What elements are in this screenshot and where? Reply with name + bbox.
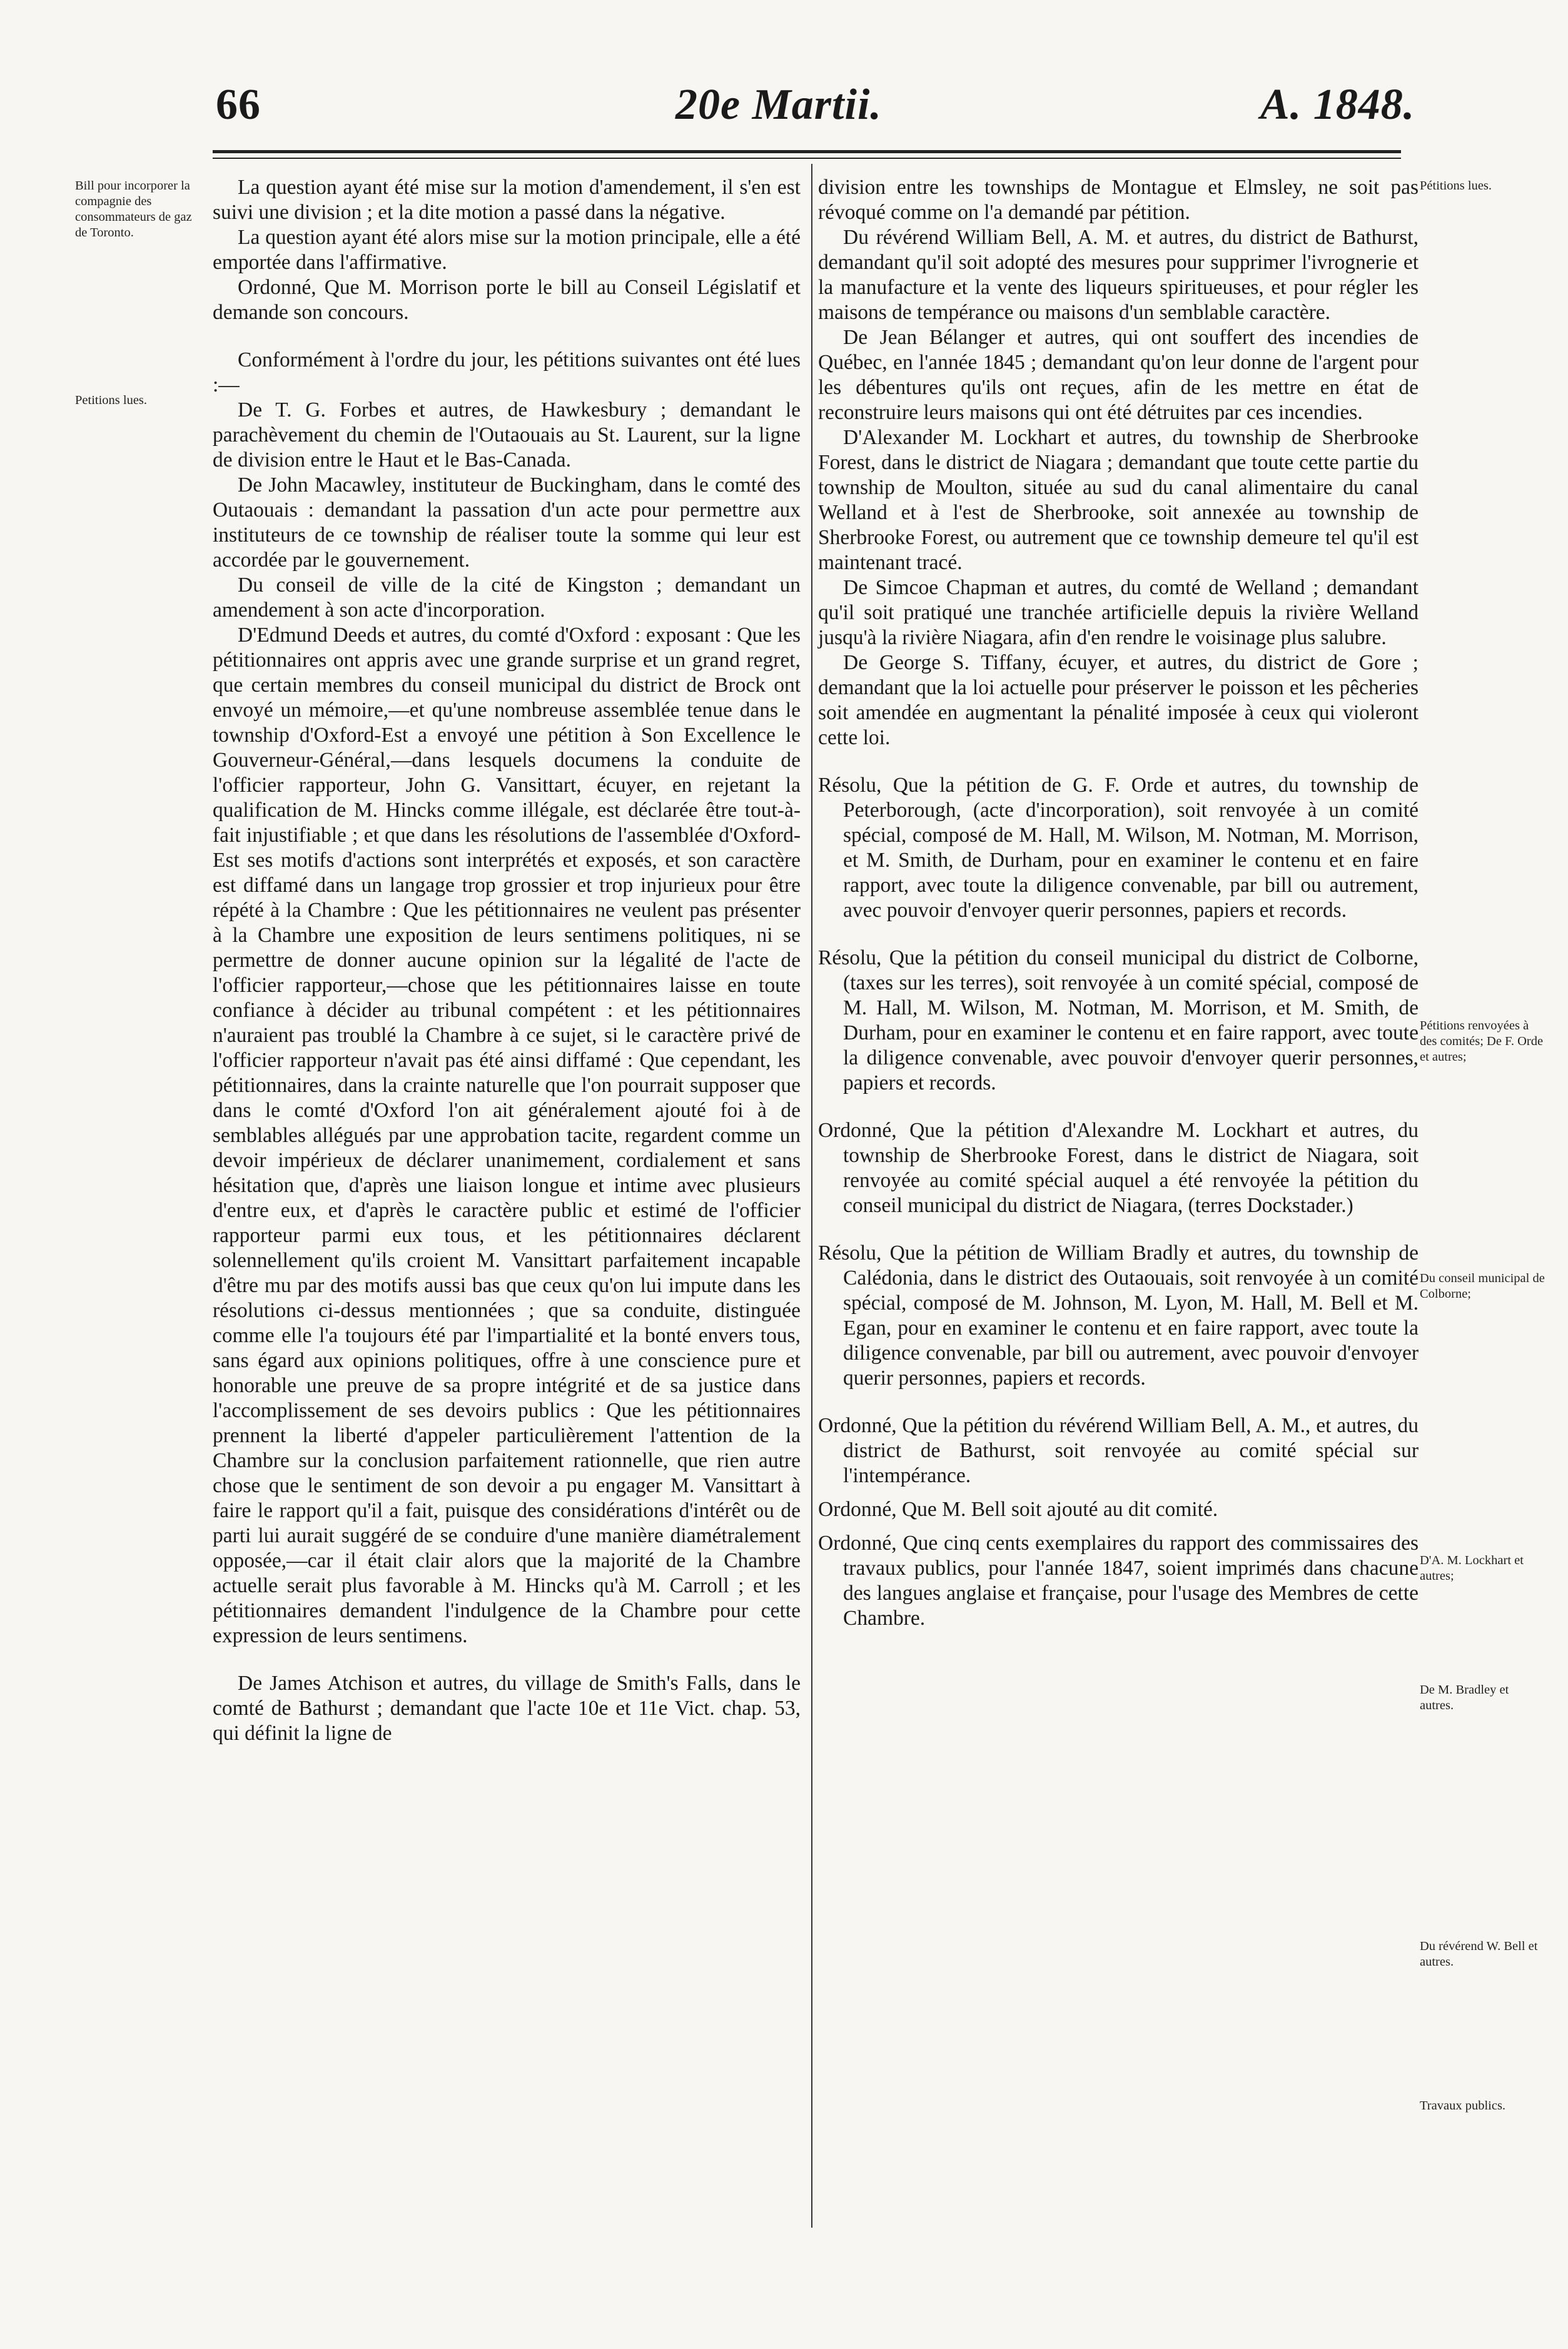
column-divider: [811, 164, 812, 2228]
resolution-paragraph: Résolu, Que la pétition de William Bradly et autres, du township de Calédonia, dans le district des Outaouais, soit renvoyée à un comité spécial, composé de M. Johnson, M. Lyon, M. Hall, M. Bell et M. Egan, pour en examiner le contenu et en faire rapport, avec toute la diligence convenable, par bill ou autrement, avec pouvoir d'envoyer querir personnes, papiers et records.: [818, 1241, 1419, 1390]
margin-note-petitions-read: Petitions lues.: [75, 393, 148, 407]
paragraph: De T. G. Forbes et autres, de Hawkesbury ; demandant le parachèvement du chemin de l'Outaouais au St. Laurent, sur la ligne de division entre le Haut et le Bas-Canada.: [213, 398, 801, 472]
paragraph: Conformément à l'ordre du jour, les pétitions suivantes ont été lues :—: [213, 348, 801, 397]
margin-note-public-works: Travaux publics.: [1420, 2099, 1506, 2113]
paragraph: D'Alexander M. Lockhart et autres, du township de Sherbrooke Forest, dans le district de Niagara ; demandant que toute cette partie du township de Moulton, située au sud du canal alimentaire du canal Welland et à l'est de Sherbrooke, soit annexée au township de Sherbrooke Forest, ou autrement que ce township demeure tel qu'il est maintenant tracé.: [818, 426, 1419, 574]
margin-note-orde: Pétitions renvoyées à des comités; De F. Orde et autres;: [1420, 1019, 1544, 1064]
page-number: 66: [216, 81, 261, 129]
order-paragraph: Ordonné, Que la pétition d'Alexandre M. Lockhart et autres, du township de Sherbrooke Forest, dans le district de Niagara, soit renvoyée au comité spécial auquel a été renvoyée la pétition du conseil municipal du district de Niagara, (terres Dockstader.): [818, 1119, 1419, 1217]
paragraph: De John Macawley, instituteur de Buckingham, dans le comté des Outaouais : demandant la passation d'un acte pour permettre aux instituteurs de ce township de réaliser toute la somme qui leur est accordée par le gouvernement.: [213, 473, 801, 572]
margin-note-bell: Du révérend W. Bell et autres.: [1420, 1939, 1538, 1969]
header-rule-thin: [213, 158, 1401, 159]
left-column: [213, 175, 801, 1746]
right-column: [818, 175, 1419, 1631]
paragraph: La question ayant été mise sur la motion d'amendement, il s'en est suivi une division ; et la dite motion a passé dans la négative.: [213, 176, 801, 224]
paragraph: De Simcoe Chapman et autres, du comté de Welland ; demandant qu'il soit pratiqué une tranchée artificielle depuis la rivière Welland jusqu'à la rivière Niagara, afin d'en rendre le voisinage plus salubre.: [818, 576, 1419, 649]
order-paragraph: Ordonné, Que M. Bell soit ajouté au dit comité.: [818, 1498, 1218, 1521]
margin-note-colborne: Du conseil municipal de Colborne;: [1420, 1271, 1545, 1301]
page-year: A. 1848.: [1260, 81, 1415, 129]
resolution-paragraph: Résolu, Que la pétition du conseil municipal du district de Colborne, (taxes sur les terres), soit renvoyée à un comité spécial, composé de M. Hall, M. Wilson, M. Notman, M. Morrison, et M. Smith, de Durham, pour en examiner le contenu et en faire rapport, avec toute la diligence convenable, avec pouvoir d'envoyer querir personnes, papiers et records.: [818, 946, 1419, 1094]
margin-note-bradley: De M. Bradley et autres.: [1420, 1683, 1509, 1712]
paragraph: division entre les townships de Montague et Elmsley, ne soit pas révoqué comme on l'a demandé par pétition.: [818, 176, 1419, 224]
order-paragraph: Ordonné, Que la pétition du révérend William Bell, A. M., et autres, du district de Bathurst, soit renvoyée au comité spécial sur l'intempérance.: [818, 1414, 1419, 1487]
order-paragraph: Ordonné, Que cinq cents exemplaires du rapport des commissaires des travaux publics, pour l'année 1847, soient imprimés dans chacune des langues anglaise et française, pour l'usage des Membres de cette Chambre.: [818, 1532, 1419, 1630]
paragraph: D'Edmund Deeds et autres, du comté d'Oxford : exposant : Que les pétitionnaires ont appris avec une grande surprise et un grand regret, que certain membres du conseil municipal du district de Brock ont envoyé un mémoire,—et qu'une nombreuse assemblée tenue dans le township d'Oxford-Est a envoyé une pétition à Son Excellence le Gouverneur-Général,—dans lesquels documens la conduite de l'officier rapporteur, John G. Vansittart, écuyer, en rejetant la qualification de M. Hincks comme illégale, est déclarée être tout-à-fait injustifiable ; et que dans les résolutions de l'assemblée d'Oxford-Est ses motifs d'actions sont interprétés et exposés, et son caractère est diffamé dans un langage trop grossier et trop injurieux pour être répété à la Chambre : Que les pétitionnaires ne veulent pas présenter à la Chambre une exposition de leurs sentimens politiques, ni se permettre de donner aucune opinion sur la légalité de l'acte de l'officier rapporteur,—chose que les pétitionnaires laisse en toute confiance à décider au tribunal compétent : et les pétitionnaires n'auraient pas troublé la Chambre à ce sujet, si le caractère privé de l'officier rapporteur n'avait pas été ainsi diffamé : Que cependant, les pétitionnaires, dans la crainte naturelle que l'on pourrait supposer que dans le comté d'Oxford l'on ait généralement ajouté foi à de semblables allégués par une approbation tacite, regardent comme un devoir impérieux de déclarer unanimement, cordialement et sans hésitation que, d'après une liaison longue et intime avec plusieurs d'entre eux, et d'après le caractère public et estimé de l'officier rapporteur parmi eux tous, et les pétitionnaires déclarent solennellement qu'ils croient M. Vansittart parfaitement incapable d'être mu par des motifs aussi bas que ceux qu'on lui impute dans les résolutions ci-dessus mentionnées ; que sa conduite, distinguée comme elle l'a toujours été par l'impartialité et la bonté envers tous, sans égard aux opinions politiques, offre à une conscience pure et honorable une preuve de sa propre intégrité et de sa justice dans l'accomplissement de ses devoirs publics : Que les pétitionnaires prennent la liberté d'appeler particulièrement l'attention de la Chambre sur la conclusion parfaitement rationnelle, que rien autre chose que le sentiment de son devoir a pu engager M. Vansittart à faire le rapport qu'il a fait, puisque des considérations d'intérêt ou de parti lui aurait suggéré de se conduire d'une manière diamétralement opposée,—car il était clair alors que la majorité de la Chambre actuelle serait plus favorable à M. Hincks qu'à M. Carroll ; et les pétitionnaires demandent l'indulgence de la Chambre pour cette expression de leurs sentimens.: [213, 624, 801, 1647]
paragraph: De George S. Tiffany, écuyer, et autres, du district de Gore ; demandant que la loi actuelle pour préserver le poisson et les pêcheries soit amendée en augmentant la pénalité imposée à ceux qui violeront cette loi.: [818, 651, 1419, 749]
paragraph: La question ayant été alors mise sur la motion principale, elle a été emportée dans l'affirmative.: [213, 226, 801, 274]
margin-note-lockhart: D'A. M. Lockhart et autres;: [1420, 1553, 1524, 1583]
paragraph: Du révérend William Bell, A. M. et autres, du district de Bathurst, demandant qu'il soit adopté des mesures pour supprimer l'ivrognerie et la manufacture et la vente des liqueurs spiritueuses, et pour régler les maisons de tempérance ou maisons d'un semblable caractère.: [818, 226, 1419, 324]
margin-note-petitions-read-right: Pétitions lues.: [1420, 179, 1492, 193]
margin-note-gas-bill: Bill pour incorporer la compagnie des consommateurs de gaz de Toronto.: [75, 179, 192, 240]
paragraph: Du conseil de ville de la cité de Kingston ; demandant un amendement à son acte d'incorporation.: [213, 573, 801, 622]
header-rule-thick: [213, 150, 1401, 153]
paragraph: Ordonné, Que M. Morrison porte le bill au Conseil Législatif et demande son concours.: [213, 276, 801, 324]
resolution-paragraph: Résolu, Que la pétition de G. F. Orde et autres, du township de Peterborough, (acte d'incorporation), soit renvoyée à un comité spécial, composé de M. Hall, M. Wilson, M. Notman, M. Morrison, et M. Smith, de Durham, pour en examiner le contenu et en faire rapport, avec toute la diligence convenable, par bill ou autrement, avec pouvoir d'envoyer querir personnes, papiers et records.: [818, 774, 1419, 922]
paragraph: De James Atchison et autres, du village de Smith's Falls, dans le comté de Bathurst ; demandant que l'acte 10e et 11e Vict. chap. 53, qui définit la ligne de: [213, 1672, 801, 1745]
paragraph: De Jean Bélanger et autres, qui ont souffert des incendies de Québec, en l'année 1845 ; demandant qu'on leur donne de l'argent pour les débentures qu'ils ont reçues, afin de les mettre en état de reconstruire leurs maisons qui ont été détruites par ces incendies.: [818, 326, 1419, 424]
page-date: 20e Martii.: [675, 81, 882, 129]
